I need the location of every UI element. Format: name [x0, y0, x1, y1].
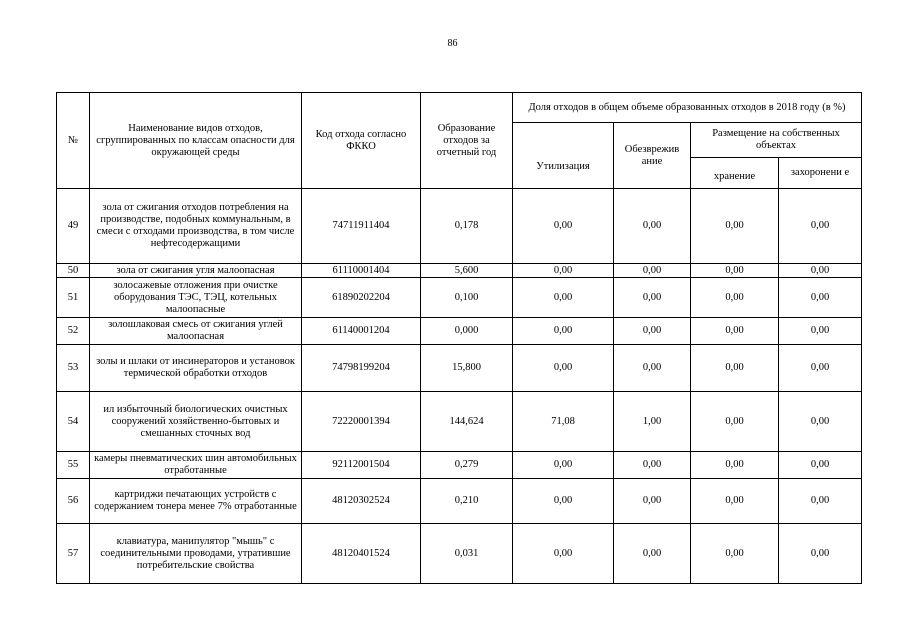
- cell-num: 52: [57, 318, 90, 345]
- table-row: [57, 264, 862, 278]
- cell-name: золосажевые отложения при очистке оборудования ТЭС, ТЭЦ, котельных малоопасные: [90, 278, 302, 318]
- cell-name: картриджи печатающих устройств с содержанием тонера менее 7% отработанные: [90, 479, 302, 524]
- cell-neutralization: 0,00: [614, 264, 691, 278]
- cell-utilization: 0,00: [513, 278, 614, 318]
- cell-utilization: 0,00: [513, 479, 614, 524]
- cell-code: 74711911404: [302, 189, 421, 264]
- cell-storage: 0,00: [691, 189, 779, 264]
- cell-burial: 0,00: [779, 264, 862, 278]
- cell-burial: 0,00: [779, 524, 862, 584]
- cell-utilization: 0,00: [513, 345, 614, 392]
- cell-formation: 5,600: [421, 264, 513, 278]
- cell-utilization: 0,00: [513, 452, 614, 479]
- cell-code: 61890202204: [302, 278, 421, 318]
- header-placement: Размещение на собственных объектах: [691, 123, 862, 158]
- cell-code: 92112001504: [302, 452, 421, 479]
- cell-formation: 0,279: [421, 452, 513, 479]
- header-storage: хранение: [691, 158, 779, 189]
- cell-num: 50: [57, 264, 90, 278]
- cell-code: 48120401524: [302, 524, 421, 584]
- table-row: [57, 345, 862, 392]
- cell-formation: 0,178: [421, 189, 513, 264]
- cell-storage: 0,00: [691, 278, 779, 318]
- cell-num: 51: [57, 278, 90, 318]
- cell-storage: 0,00: [691, 392, 779, 452]
- cell-burial: 0,00: [779, 189, 862, 264]
- cell-storage: 0,00: [691, 524, 779, 584]
- cell-formation: 0,031: [421, 524, 513, 584]
- cell-name: зола от сжигания угля малоопасная: [90, 264, 302, 278]
- cell-storage: 0,00: [691, 264, 779, 278]
- cell-formation: 0,210: [421, 479, 513, 524]
- cell-code: 61140001204: [302, 318, 421, 345]
- cell-formation: 144,624: [421, 392, 513, 452]
- cell-neutralization: 0,00: [614, 452, 691, 479]
- table-row: [57, 392, 862, 452]
- cell-num: 57: [57, 524, 90, 584]
- cell-num: 49: [57, 189, 90, 264]
- table-row: [57, 189, 862, 264]
- table-row: [57, 278, 862, 318]
- cell-num: 53: [57, 345, 90, 392]
- cell-storage: 0,00: [691, 318, 779, 345]
- cell-code: 72220001394: [302, 392, 421, 452]
- cell-name: зола от сжигания отходов потребления на производстве, подобных коммунальным, в смеси с отходами производства, в том числе нефтесодержащими: [90, 189, 302, 264]
- cell-num: 54: [57, 392, 90, 452]
- cell-neutralization: 0,00: [614, 189, 691, 264]
- cell-name: клавиатура, манипулятор "мышь" с соединительными проводами, утратившие потребительские свойства: [90, 524, 302, 584]
- header-code: Код отхода согласно ФККО: [302, 93, 421, 189]
- cell-storage: 0,00: [691, 345, 779, 392]
- cell-utilization: 0,00: [513, 318, 614, 345]
- table-row: [57, 318, 862, 345]
- cell-utilization: 71,08: [513, 392, 614, 452]
- table-row: [57, 452, 862, 479]
- cell-utilization: 0,00: [513, 524, 614, 584]
- cell-neutralization: 1,00: [614, 392, 691, 452]
- header-burial: захоронени е: [779, 158, 862, 189]
- cell-name: камеры пневматических шин автомобильных отработанные: [90, 452, 302, 479]
- cell-burial: 0,00: [779, 345, 862, 392]
- cell-formation: 0,000: [421, 318, 513, 345]
- header-formation: Образование отходов за отчетный год: [421, 93, 513, 189]
- cell-storage: 0,00: [691, 479, 779, 524]
- header-name: Наименование видов отходов, сгруппированных по классам опасности для окружающей среды: [90, 93, 302, 189]
- table-row: [57, 479, 862, 524]
- cell-burial: 0,00: [779, 392, 862, 452]
- cell-burial: 0,00: [779, 479, 862, 524]
- cell-storage: 0,00: [691, 452, 779, 479]
- table-body: [57, 189, 862, 584]
- header-neutralization: Обезврежив ание: [614, 123, 691, 189]
- cell-neutralization: 0,00: [614, 524, 691, 584]
- header-share: Доля отходов в общем объеме образованных отходов в 2018 году (в %): [513, 93, 862, 123]
- cell-name: золы и шлаки от инсинераторов и установок термической обработки отходов: [90, 345, 302, 392]
- header-num: №: [57, 93, 90, 189]
- cell-code: 48120302524: [302, 479, 421, 524]
- waste-table: [56, 92, 862, 584]
- table-row: [57, 524, 862, 584]
- cell-name: золошлаковая смесь от сжигания углей малоопасная: [90, 318, 302, 345]
- cell-burial: 0,00: [779, 278, 862, 318]
- cell-neutralization: 0,00: [614, 479, 691, 524]
- cell-neutralization: 0,00: [614, 278, 691, 318]
- cell-formation: 0,100: [421, 278, 513, 318]
- cell-utilization: 0,00: [513, 189, 614, 264]
- cell-code: 61110001404: [302, 264, 421, 278]
- page-number: 86: [447, 38, 458, 49]
- cell-num: 56: [57, 479, 90, 524]
- cell-name: ил избыточный биологических очистных сооружений хозяйственно-бытовых и смешанных сточных вод: [90, 392, 302, 452]
- cell-utilization: 0,00: [513, 264, 614, 278]
- cell-neutralization: 0,00: [614, 318, 691, 345]
- cell-burial: 0,00: [779, 318, 862, 345]
- cell-burial: 0,00: [779, 452, 862, 479]
- cell-neutralization: 0,00: [614, 345, 691, 392]
- header-utilization: Утилизация: [513, 123, 614, 189]
- cell-formation: 15,800: [421, 345, 513, 392]
- cell-num: 55: [57, 452, 90, 479]
- cell-code: 74798199204: [302, 345, 421, 392]
